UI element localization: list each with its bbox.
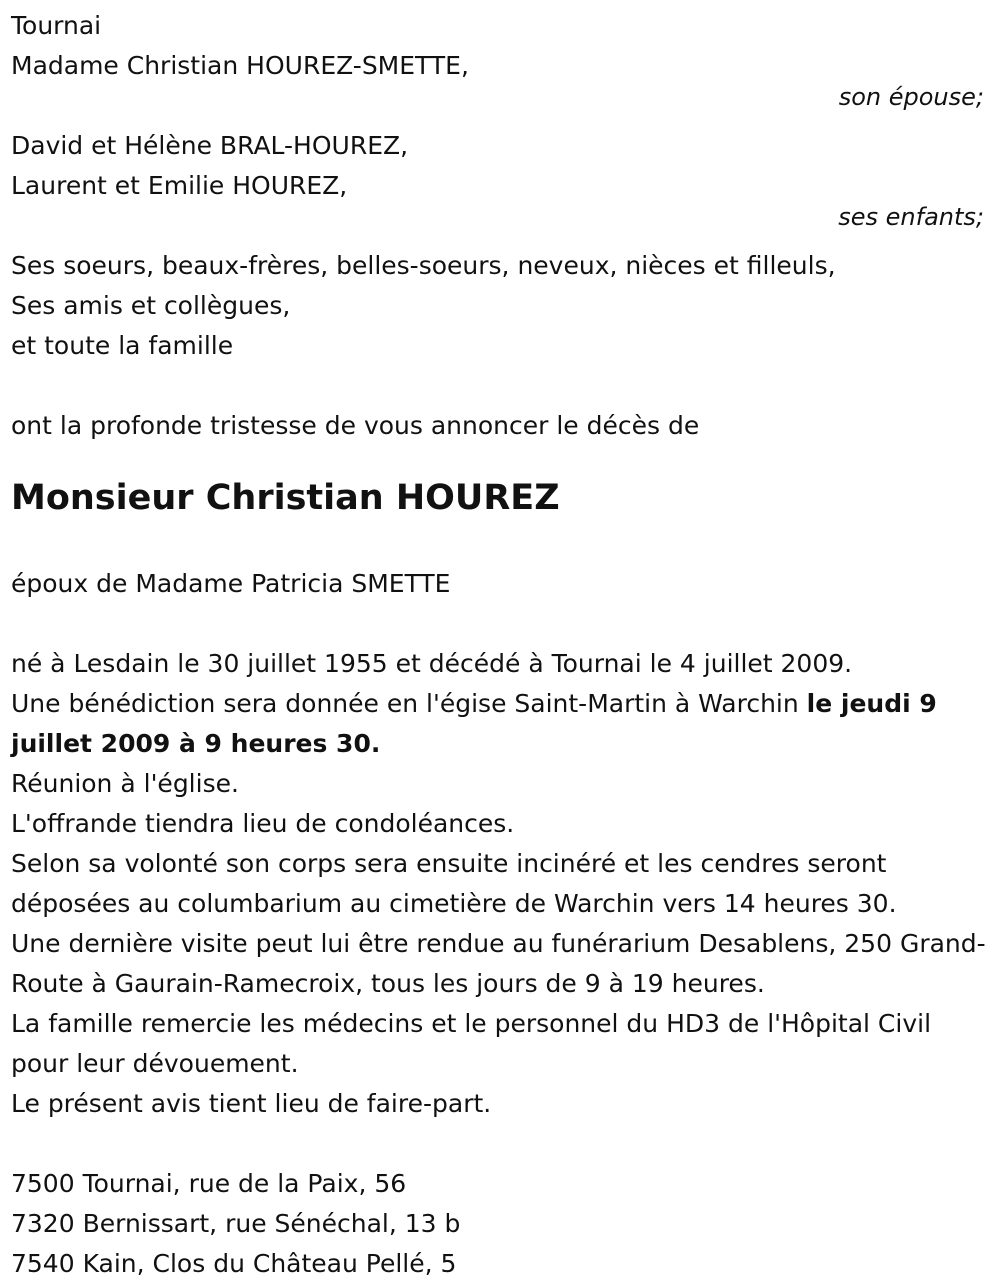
child-line-1: David et Hélène BRAL-HOUREZ, xyxy=(11,131,409,160)
children-role: ses enfants; xyxy=(838,203,984,231)
meeting-line: Réunion à l'église. xyxy=(11,769,239,798)
city-line: Tournai xyxy=(11,11,102,40)
birth-death-line: né à Lesdain le 30 juillet 1955 et décédé à Tournai le 4 juillet 2009. xyxy=(11,649,853,678)
blessing-date: le jeudi 9 juillet 2009 à 9 heures 30. xyxy=(11,689,937,758)
child-line-2: Laurent et Emilie HOUREZ, xyxy=(11,171,348,200)
deceased-name: Monsieur Christian HOUREZ xyxy=(11,478,560,518)
family-line-3: et toute la famille xyxy=(11,331,234,360)
blessing-text: Une bénédiction sera donnée en l'égise Saint-Martin à Warchin xyxy=(11,689,807,718)
notice-line: Le présent avis tient lieu de faire-part. xyxy=(11,1089,492,1118)
address-line-3: 7540 Kain, Clos du Château Pellé, 5 xyxy=(11,1249,457,1278)
blessing-paragraph xyxy=(11,684,991,764)
family-line-1: Ses soeurs, beaux-frères, belles-soeurs, neveux, nièces et filleuls, xyxy=(11,251,836,280)
spouse-of-line: époux de Madame Patricia SMETTE xyxy=(11,569,451,598)
spouse-line: Madame Christian HOUREZ-SMETTE, xyxy=(11,51,469,80)
visit-paragraph: Une dernière visite peut lui être rendue au funérarium Desablens, 250 Grand-Route à Gaurain-Ramecroix, tous les jours de 9 à 19 heures. xyxy=(11,929,986,998)
announcement-line: ont la profonde tristesse de vous annoncer le décès de xyxy=(11,411,700,440)
address-line-2: 7320 Bernissart, rue Sénéchal, 13 b xyxy=(11,1209,461,1238)
offering-line: L'offrande tiendra lieu de condoléances. xyxy=(11,809,515,838)
cremation-paragraph: Selon sa volonté son corps sera ensuite incinéré et les cendres seront déposées au columbarium au cimetière de Warchin vers 14 heures 30. xyxy=(11,849,897,918)
address-line-1: 7500 Tournai, rue de la Paix, 56 xyxy=(11,1169,407,1198)
spouse-role: son épouse; xyxy=(838,83,984,111)
family-line-2: Ses amis et collègues, xyxy=(11,291,291,320)
thanks-paragraph: La famille remercie les médecins et le personnel du HD3 de l'Hôpital Civil pour leur dévouement. xyxy=(11,1009,932,1078)
